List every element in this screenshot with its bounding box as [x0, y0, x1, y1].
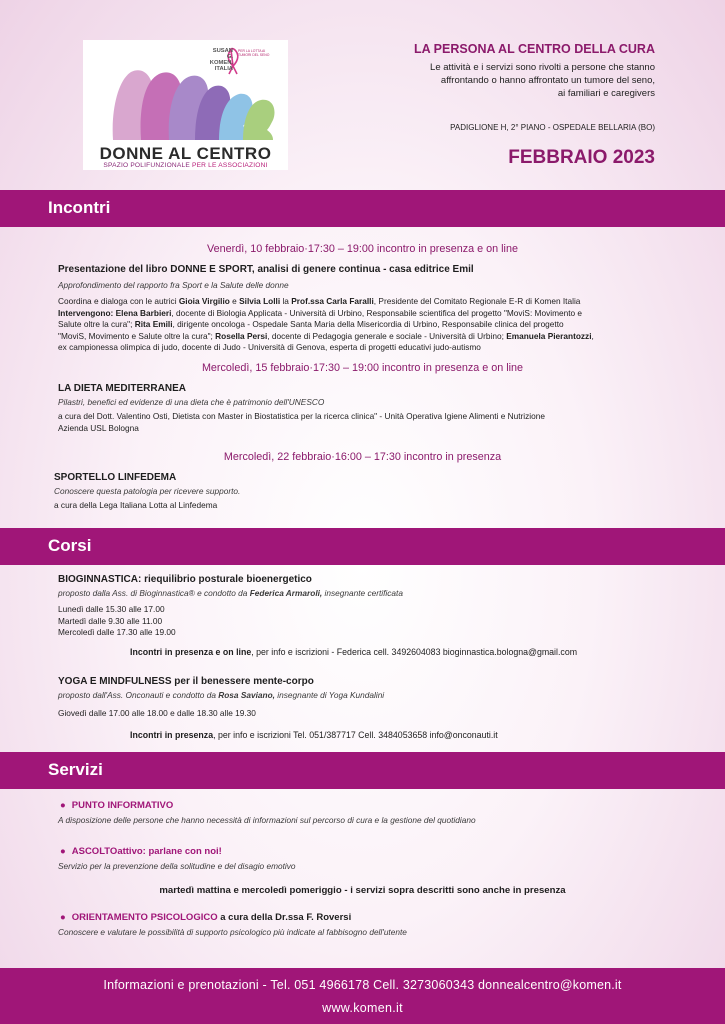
course-subtitle: proposto dalla Ass. di Bioginnastica® e condotto da Federica Armaroli, insegnante certificata [58, 588, 403, 598]
event-title: Presentazione del libro DONNE E SPORT, analisi di genere continua - casa editrice Emil [58, 264, 474, 275]
event-title: SPORTELLO LINFEDEMA [54, 472, 177, 483]
komen-brand: SUSAN G. KOMEN. ITALIA [209, 48, 233, 72]
logo-subtitle: SPAZIO POLIFUNZIONALE PER LE ASSOCIAZIONI [103, 162, 268, 169]
course-schedule: Giovedì dalle 17.00 alle 18.00 e dalle 18.30 alle 19.30 [58, 708, 256, 718]
event-subtitle: Approfondimento del rapporto fra Sport e la Salute delle donne [58, 280, 289, 290]
footer [0, 968, 725, 1024]
service-description: Servizio per la prevenzione della solitudine e del disagio emotivo [58, 861, 296, 871]
bullet-icon: ● [60, 800, 66, 811]
event-description: a cura del Dott. Valentino Osti, Dietista con Master in Biostatistica per la ricerca clinica" - Unità Operativa Igiene Alimenti e Nutrizione Azienda USL Bologna [58, 411, 545, 433]
event-date: Mercoledì, 22 febbraio·16:00 – 17:30 incontro in presenza [223, 451, 502, 463]
footer-contacts: Informazioni e prenotazioni - Tel. 051 4966178 Cell. 3273060343 donnealcentro@komen.it [103, 978, 622, 992]
services-note: martedì mattina e mercoledì pomeriggio - i servizi sopra descritti sono anche in presenza [159, 885, 566, 896]
logo [83, 40, 288, 170]
footer-website-link[interactable]: www.komen.it [322, 1001, 403, 1015]
service-item: ● ASCOLTOattivo: parlane con noi! [60, 846, 222, 857]
event-subtitle: Pilastri, benefici ed evidenze di una dieta che è patrimonio dell'UNESCO [58, 397, 325, 407]
course-title: BIOGINNASTICA: riequilibrio posturale bioenergetico [58, 574, 312, 585]
course-info: Incontri in presenza, per info e iscrizioni Tel. 051/387717 Cell. 3484053658 info@onconauti.it [130, 730, 498, 740]
header-month: FEBBRAIO 2023 [508, 147, 655, 168]
event-description: Coordina e dialoga con le autrici Gioia Virgilio e Silvia Lolli la Prof.ssa Carla Faralli, Presidente del Comitato Regionale E-R di Komen Italia Intervengono: Elena Barbieri, docente di Biologia Applicata - Università di Urbino, Responsabile scientifica del progetto "MoviS: Movimento e Salute oltre la cura"; Rita Emili, dirigente oncologa - Ospedale Santa Maria della Misericordia di Urbino, Responsabile clinica del progetto "MoviS, Movimento e Salute oltre la cura"; Rosella Persi, docente di Pedagogia generale e sociale - Università di Urbino; Emanuela Pierantozzi, ex campionessa olimpica di judo, docente di Judo - Università di Genova, esperta di progetti educativi judo-autismo [58, 296, 594, 352]
header-venue: PADIGLIONE H, 2° PIANO - OSPEDALE BELLARIA (BO) [450, 123, 655, 132]
bullet-icon: ● [60, 912, 66, 923]
komen-tagline: PER LA LOTTA AI TUMORI DEL SENO [238, 49, 270, 57]
course-schedule: Lunedì dalle 15.30 alle 17.00 Martedì dalle 9.30 alle 11.00 Mercoledì dalle 17.30 alle 19.00 [58, 604, 176, 637]
section-title: Corsi [48, 536, 92, 555]
service-item: ● ORIENTAMENTO PSICOLOGICO a cura della Dr.ssa F. Roversi [60, 912, 352, 923]
section-band-corsi [0, 528, 725, 565]
section-band-incontri [0, 190, 725, 227]
section-title: Servizi [48, 760, 103, 779]
header-title: LA PERSONA AL CENTRO DELLA CURA [414, 42, 655, 56]
event-date: Mercoledì, 15 febbraio·17:30 – 19:00 incontro in presenza e on line [201, 362, 524, 374]
section-title: Incontri [48, 198, 111, 217]
logo-title: DONNE AL CENTRO [99, 144, 272, 163]
header-description: Le attività e i servizi sono rivolti a persone che stanno affrontando o hanno affrontato un tumore del seno, ai familiari e caregivers [430, 62, 655, 99]
course-title: YOGA E MINDFULNESS per il benessere mente-corpo [58, 676, 314, 687]
event-title: LA DIETA MEDITERRANEA [58, 383, 186, 394]
course-subtitle: proposto dall'Ass. Onconauti e condotto da Rosa Saviano, insegnante di Yoga Kundalini [58, 690, 385, 700]
event-date: Venerdì, 10 febbraio·17:30 – 19:00 incontro in presenza e on line [207, 243, 518, 255]
service-description: Conoscere e valutare le possibilità di supporto psicologico più indicate al fabbisogno dell'utente [58, 927, 407, 937]
course-info: Incontri in presenza e on line, per info e iscrizioni - Federica cell. 3492604083 bioginnastica.bologna@gmail.com [130, 647, 578, 657]
bullet-icon: ● [60, 846, 66, 857]
service-item: ● PUNTO INFORMATIVO [60, 800, 174, 811]
section-band-servizi [0, 752, 725, 789]
event-description: a cura della Lega Italiana Lotta al Linfedema [54, 500, 218, 510]
event-subtitle: Conoscere questa patologia per ricevere supporto. [54, 486, 241, 496]
service-description: A disposizione delle persone che hanno necessità di informazioni sul percorso di cura e la gestione del quotidiano [58, 815, 476, 825]
